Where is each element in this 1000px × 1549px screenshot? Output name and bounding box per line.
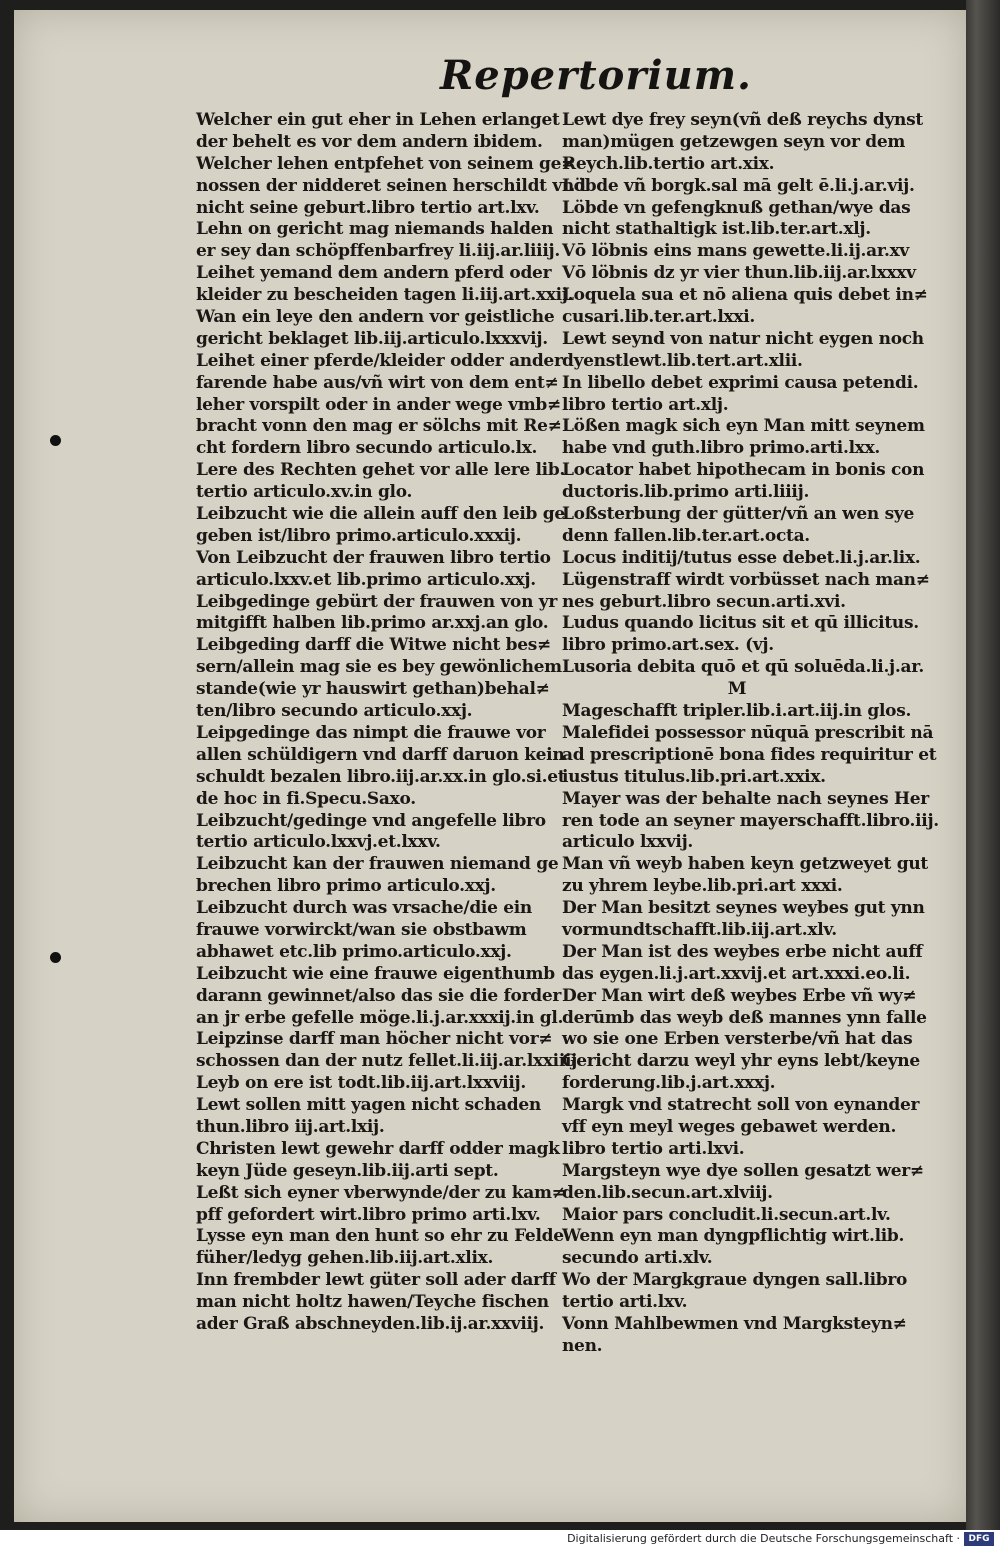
text-line: nes geburt.libro secun.arti.xvi. (562, 591, 846, 612)
text-line: schuldt bezalen libro.iij.ar.xx.in glo.si.et (196, 766, 566, 787)
running-title: Repertorium. (440, 52, 752, 99)
text-line: secundo arti.xlv. (562, 1248, 713, 1269)
text-line: pff gefordert wirt.libro primo arti.lxv. (196, 1204, 541, 1225)
text-line: Christen lewt gewehr darff odder magk (196, 1138, 560, 1159)
text-line: In libello debet exprimi causa petendi. (562, 372, 919, 393)
text-line: Wo der Margkgraue dyngen sall.libro (562, 1270, 908, 1291)
text-line: Reych.lib.tertio art.xix. (562, 153, 775, 174)
text-line: cusari.lib.ter.art.lxxi. (562, 307, 755, 328)
text-line: wo sie one Erben versterbe/vñ hat das (562, 1029, 913, 1050)
text-line: Leibzucht kan der frauwen niemand ge (196, 854, 559, 875)
text-line: man)mügen getzewgen seyn vor dem (562, 131, 906, 152)
text-line: Löbde vñ borgk.sal mā gelt ē.li.j.ar.vij. (562, 175, 915, 196)
text-line: Man vñ weyb haben keyn getzweyet gut (562, 854, 928, 875)
text-line: abhawet etc.lib primo.articulo.xxj. (196, 941, 512, 962)
text-line: Maior pars concludit.li.secun.art.lv. (562, 1204, 891, 1225)
text-line: Leibzucht durch was vrsache/die ein (196, 898, 532, 919)
text-line: Wan ein leye den andern vor geistliche (196, 307, 555, 328)
text-line: schossen dan der nutz fellet.li.iij.ar.lxxiiij (196, 1051, 577, 1072)
text-line: derūmb das weyb deß mannes ynn falle (562, 1007, 927, 1028)
text-line: Leibgeding darff die Witwe nicht bes≠ (196, 635, 551, 656)
text-line: nicht seine geburt.libro tertio art.lxv. (196, 197, 540, 218)
text-line: ren tode an seyner mayerschafft.libro.iij. (562, 810, 939, 831)
text-line: libro tertio arti.lxvi. (562, 1138, 745, 1159)
text-line: ten/libro secundo articulo.xxj. (196, 701, 473, 722)
text-line: Welcher lehen entpfehet von seinem ge≠ (196, 153, 576, 174)
footer-bar (0, 1530, 1000, 1549)
text-line: Lügenstraff wirdt vorbüsset nach man≠ (562, 569, 930, 590)
text-line: mitgifft halben lib.primo ar.xxj.an glo. (196, 613, 549, 634)
text-line: habe vnd guth.libro primo.arti.lxx. (562, 438, 881, 459)
text-line: Lehn on gericht mag niemands halden (196, 219, 554, 240)
text-line: Welcher ein gut eher in Lehen erlanget (196, 110, 560, 130)
text-line: articulo lxxvij. (562, 832, 694, 853)
margin-mark (50, 952, 61, 963)
text-line: ductoris.lib.primo arti.liiij. (562, 482, 810, 503)
text-line: Lusoria debita quō et qū soluēda.li.j.ar. (562, 657, 924, 678)
text-line: Malefidei possessor nūquā prescribit nā (562, 722, 934, 743)
text-line: Leipgedinge das nimpt die frauwe vor (196, 722, 546, 743)
text-line: Leßt sich eyner vberwynde/der zu kam≠ (196, 1182, 566, 1203)
left-column (196, 110, 586, 1336)
text-line: an jr erbe gefelle möge.li.j.ar.xxxij.in gl. (196, 1007, 564, 1028)
text-line: Der Man ist des weybes erbe nicht auff (562, 941, 923, 962)
text-line: keyn Jüde geseyn.lib.iij.arti sept. (196, 1160, 499, 1181)
text-line: Inn frembder lewt güter soll ader darff (196, 1270, 556, 1291)
text-line: Loquela sua et nō aliena quis debet in≠ (562, 285, 928, 306)
text-line: vff eyn meyl weges gebawet werden. (562, 1116, 897, 1137)
text-line: Lößen magk sich eyn Man mitt seynem (562, 416, 925, 437)
text-line: Leibzucht/gedinge vnd angefelle libro (196, 810, 546, 831)
text-line: tertio articulo.lxxvj.et.lxxv. (196, 832, 441, 853)
text-line: ad prescriptionē bona fides requiritur et (562, 744, 937, 765)
text-line: sern/allein mag sie es bey gewönlichem (196, 657, 562, 678)
text-line: Vonn Mahlbewmen vnd Margksteyn≠ (562, 1313, 907, 1334)
text-line: Wenn eyn man dyngpflichtig wirt.lib. (562, 1226, 905, 1247)
text-line: er sey dan schöpffenbarfrey li.iij.ar.liiij. (196, 241, 560, 262)
text-line: Lere des Rechten gehet vor alle lere lib. (196, 460, 566, 481)
text-line: Loßsterbung der gütter/vñ an wen sye (562, 504, 914, 525)
footer-credit: Digitalisierung gefördert durch die Deutsche Forschungsgemeinschaft · (567, 1532, 960, 1545)
text-line: articulo.lxxv.et lib.primo articulo.xxj. (196, 569, 536, 590)
text-line: das eygen.li.j.art.xxvij.et art.xxxi.eo.li. (562, 963, 911, 984)
text-line: dyenstlewt.lib.tert.art.xlii. (562, 350, 803, 371)
text-line: Leihet yemand dem andern pferd oder (196, 263, 552, 284)
text-line: Mayer was der behalte nach seynes Her (562, 788, 929, 809)
margin-mark (50, 435, 61, 446)
text-line: Lewt dye frey seyn(vñ deß reychs dynst (562, 110, 923, 130)
text-line: nossen der nidderet seinen herschildt vnd (196, 175, 586, 196)
text-line: Leihet einer pferde/kleider odder ander (196, 350, 563, 371)
text-line: cht fordern libro secundo articulo.lx. (196, 438, 538, 459)
text-line: allen schüldigern vnd darff daruon kein (196, 744, 565, 765)
text-line: Leibzucht wie eine frauwe eigenthumb (196, 963, 555, 984)
text-line: den.lib.secun.art.xlviij. (562, 1182, 773, 1203)
text-line: Ludus quando licitus sit et qū illicitus. (562, 613, 919, 634)
text-line: stande(wie yr hauswirt gethan)behal≠ (196, 679, 550, 700)
text-line: Leyb on ere ist todt.lib.iij.art.lxxviij. (196, 1073, 526, 1094)
page-edge (966, 0, 1000, 1530)
text-line: de hoc in fi.Specu.Saxo. (196, 788, 416, 809)
text-line: forderung.lib.j.art.xxxj. (562, 1073, 776, 1094)
text-line: Vō löbnis dz yr vier thun.lib.iij.ar.lxxxv (562, 263, 916, 284)
text-line: Gericht darzu weyl yhr eyns lebt/keyne (562, 1051, 920, 1072)
text-line: Leipzinse darff man höcher nicht vor≠ (196, 1029, 553, 1050)
text-line: brechen libro primo articulo.xxj. (196, 876, 496, 897)
text-line: Mageschafft tripler.lib.i.art.iij.in glos. (562, 701, 912, 722)
text-line: gericht beklaget lib.iij.articulo.lxxxvij. (196, 328, 548, 349)
text-line: vormundtschafft.lib.iij.art.xlv. (562, 919, 837, 940)
text-line: Lewt sollen mitt yagen nicht schaden (196, 1095, 541, 1116)
text-line: Vō löbnis eins mans gewette.li.ij.ar.xv (562, 241, 910, 262)
text-line: leher vorspilt oder in ander wege vmb≠ (196, 394, 561, 415)
text-line: Löbde vn gefengknuß gethan/wye das (562, 197, 911, 218)
right-column (562, 110, 939, 1358)
text-line: frauwe vorwirckt/wan sie obstbawm (196, 919, 527, 940)
dfg-logo: DFG (964, 1532, 994, 1546)
text-line: nicht stathaltigk ist.lib.ter.art.xlj. (562, 219, 871, 240)
text-line: tertio arti.lxv. (562, 1292, 688, 1313)
text-line: Margsteyn wye dye sollen gesatzt wer≠ (562, 1160, 924, 1181)
text-line: Locator habet hipothecam in bonis con (562, 460, 925, 481)
text-line: nen. (562, 1335, 603, 1356)
text-line: geben ist/libro primo.articulo.xxxij. (196, 525, 522, 546)
text-line: Locus inditij/tutus esse debet.li.j.ar.lix. (562, 547, 921, 568)
text-line: Leibzucht wie die allein auff den leib ge (196, 504, 565, 525)
text-line: man nicht holtz hawen/Teyche fischen (196, 1292, 549, 1313)
text-line: farende habe aus/vñ wirt von dem ent≠ (196, 372, 559, 393)
text-line: M (727, 679, 747, 700)
text-line: füher/ledyg gehen.lib.iij.art.xlix. (196, 1248, 494, 1269)
text-line: Lewt seynd von natur nicht eygen noch (562, 328, 924, 349)
text-line: bracht vonn den mag er sölchs mit Re≠ (196, 416, 562, 437)
text-line: Margk vnd statrecht soll von eynander (562, 1095, 920, 1116)
text-line: tertio articulo.xv.in glo. (196, 482, 413, 503)
text-line: Der Man wirt deß weybes Erbe vñ wy≠ (562, 985, 917, 1006)
text-line: iustus titulus.lib.pri.art.xxix. (562, 766, 826, 787)
text-line: libro primo.art.sex. (vj. (562, 635, 774, 656)
text-line: Von Leibzucht der frauwen libro tertio (196, 547, 551, 568)
text-line: kleider zu bescheiden tagen li.iij.art.xxij. (196, 285, 574, 306)
text-line: zu yhrem leybe.lib.pri.art xxxi. (562, 876, 843, 897)
text-line: der behelt es vor dem andern ibidem. (196, 131, 543, 152)
text-line: Der Man besitzt seynes weybes gut ynn (562, 898, 925, 919)
text-line: darann gewinnet/also das sie die forder (196, 985, 562, 1006)
text-line: Lysse eyn man den hunt so ehr zu Felde (196, 1226, 564, 1247)
text-line: denn fallen.lib.ter.art.octa. (562, 525, 810, 546)
text-line: ader Graß abschneyden.lib.ij.ar.xxviij. (196, 1313, 545, 1334)
text-line: thun.libro iij.art.lxij. (196, 1116, 385, 1137)
text-line: libro tertio art.xlj. (562, 394, 729, 415)
text-line: Leibgedinge gebürt der frauwen von yr (196, 591, 557, 612)
